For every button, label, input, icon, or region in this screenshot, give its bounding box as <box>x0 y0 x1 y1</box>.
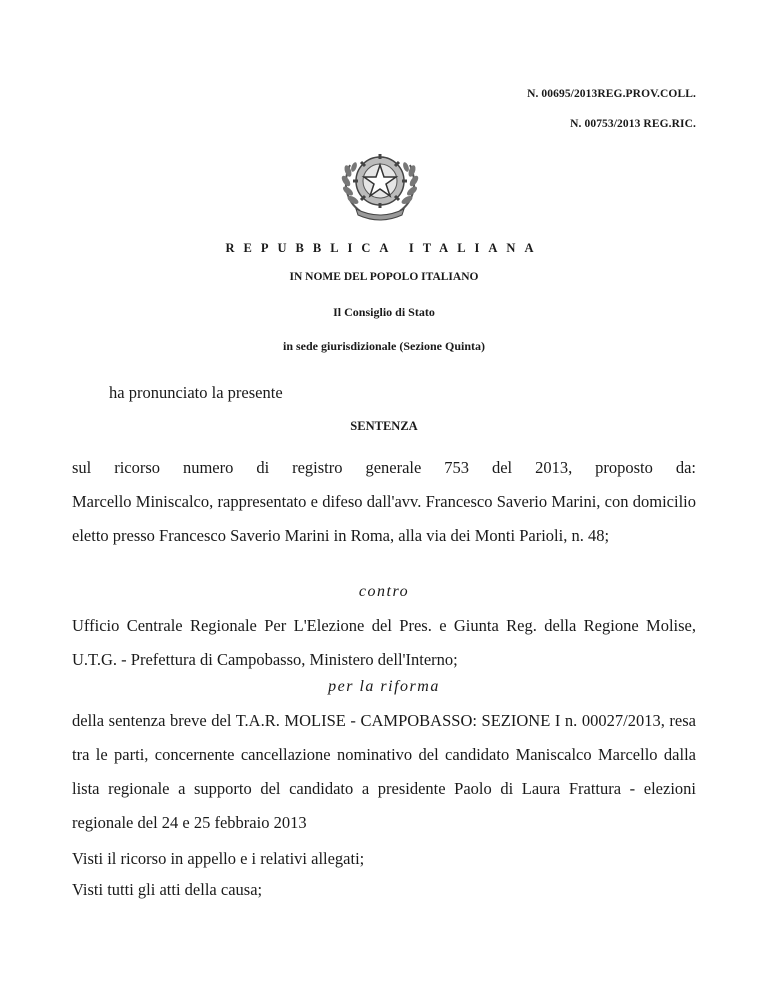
paragraph-ricorso <box>72 451 696 553</box>
ricorso-rest: Marcello Miniscalco, rappresentato e difeso dall'avv. Francesco Saverio Marini, con domicilio eletto presso Francesco Saverio Marini in Roma, alla via dei Monti Parioli, n. 48; <box>72 492 696 545</box>
paragraph-contro: Ufficio Centrale Regionale Per L'Elezione del Pres. e Giunta Reg. della Regione Molise, U.T.G. - Prefettura di Campobasso, Ministero dell'Interno; <box>72 616 696 669</box>
ricorso-first-line: sul ricorso numero di registro generale 753 del 2013, proposto da: <box>72 458 696 477</box>
heading-sede-giurisdizionale: in sede giurisdizionale (Sezione Quinta) <box>282 339 485 353</box>
reference-number-prov: N. 00695/2013REG.PROV.COLL. <box>527 88 696 100</box>
reference-number-ric: N. 00753/2013 REG.RIC. <box>570 118 696 130</box>
heading-in-nome-del-popolo: IN NOME DEL POPOLO ITALIANO <box>289 271 479 283</box>
intro-text: ha pronunciato la presente <box>109 383 283 402</box>
italian-republic-emblem-icon <box>338 143 422 223</box>
heading-sentenza: SENTENZA <box>350 419 418 433</box>
heading-per-la-riforma: per la riforma <box>328 678 440 695</box>
visti-line: Visti tutti gli atti della causa; <box>72 880 263 899</box>
heading-repubblica-italiana: REPUBBLICA ITALIANA <box>225 241 543 255</box>
heading-consiglio-di-stato: Il Consiglio di Stato <box>333 305 435 319</box>
visti-line: Visti il ricorso in appello e i relativi allegati; <box>72 849 365 868</box>
heading-contro: contro <box>358 583 410 600</box>
paragraph-riforma: della sentenza breve del T.A.R. MOLISE - CAMPOBASSO: SEZIONE I n. 00027/2013, resa tra le parti, concernente cancellazione nominativo del candidato Maniscalco Marcello dalla lista regionale a supporto del candidato a presidente Paolo di Laura Frattura - elezioni regionale del 24 e 25 febbraio 2013 <box>72 711 696 832</box>
paragraph-visti <box>72 843 696 905</box>
